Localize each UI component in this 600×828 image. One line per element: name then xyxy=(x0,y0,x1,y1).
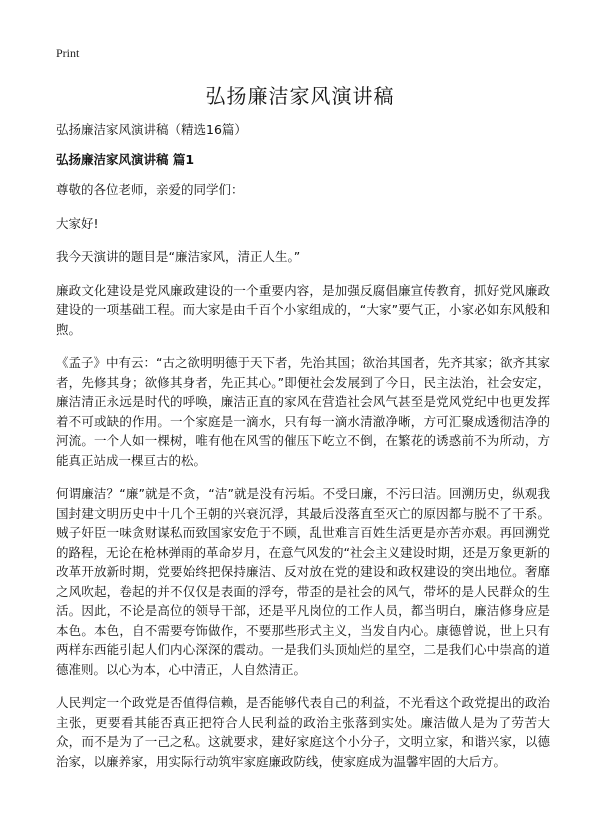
print-label[interactable]: Print xyxy=(56,46,80,60)
page-title: 弘扬廉洁家风演讲稿 xyxy=(205,84,395,108)
salutation-paragraph: 尊敬的各位老师，亲爱的同学们： xyxy=(56,182,244,197)
topic-paragraph: 我今天演讲的题目是“廉洁家风，清正人生。” xyxy=(56,249,301,264)
body-paragraph: 人民判定一个政党是否值得信赖，是否能够代表自己的利益，不光看这个政党提出的政治主张，更要看其能否真正把符合人民利益的政治主张落到实处。廉洁做人是为了劳苦大众，而不是为了一己之私。这就要求，建好家庭这个小分子，文明立家，和谐兴家，以德治家，以廉养家，用实际行动筑牢家庭廉政防线，使家庭成为温馨牢固的大后方。 xyxy=(56,695,550,769)
body-paragraph: 何谓廉洁？“廉”就是不贪，“洁”就是没有污垢。不受曰廉，不污曰洁。回溯历史，纵观我国封建文明历史中十几个王朝的兴衰沉浮，其最后没落直至灭亡的原因都与脱不了干系。贼子奸臣一味贪财谋私而致国家安危于不顾，乱世难言百姓生活更是亦苦亦艰。再回溯党的路程，无论在枪林弹雨的革命岁月，在意气风发的“社会主义建设时期，还是万象更新的改革开放新时期，党要始终把保持廉洁、反对放在党的建设和政权建设的突出地位。奢靡之风吹起，卷起的并不仅仅是表面的浮夸，带歪的是社会的风气，带坏的是人民群众的生活。因此，不论是高位的领导干部，还是平凡岗位的工作人员，都当明白，廉洁修身应是本色。本色，自不需要夸饰做作，不要那些形式主义，当发自内心。康德曾说，世上只有两样东西能引起人们内心深深的震动。一是我们头顶灿烂的星空，二是我们心中崇高的道德准则。以心为本，心中清正，人自然清正。 xyxy=(56,486,550,677)
speech-body xyxy=(56,180,550,785)
greeting-paragraph: 大家好! xyxy=(56,215,99,231)
document-subtitle: 弘扬廉洁家风演讲稿（精选16篇） xyxy=(56,122,247,137)
body-paragraph: 《孟子》中有云：“古之欲明明德于天下者，先治其国；欲治其国者，先齐其家；欲齐其家者，先修其身；欲修其身者，先正其心。”即便社会发展到了今日，民主法治，社会安定，廉洁清正永远是时代的呼唤，廉洁正直的家风在营造社会风气甚至是党风党纪中也更发挥着不可或缺的作用。一个家庭是一滴水，只有每一滴水清澈净晰，方可汇聚成透彻洁净的河流。一个人如一棵树，唯有他在风雪的催压下屹立不倒，在繁花的诱惑前不为所动，方能真正站成一棵亘古的松。 xyxy=(56,355,550,468)
section-heading: 弘扬廉洁家风演讲稿 篇1 xyxy=(56,152,195,167)
body-paragraph: 廉政文化建设是党风廉政建设的一个重要内容，是加强反腐倡廉宣传教育，抓好党风廉政建设的一项基础工程。而大家是由千百个小家组成的，“大家”要气正，小家必如东风般和煦。 xyxy=(56,282,550,337)
